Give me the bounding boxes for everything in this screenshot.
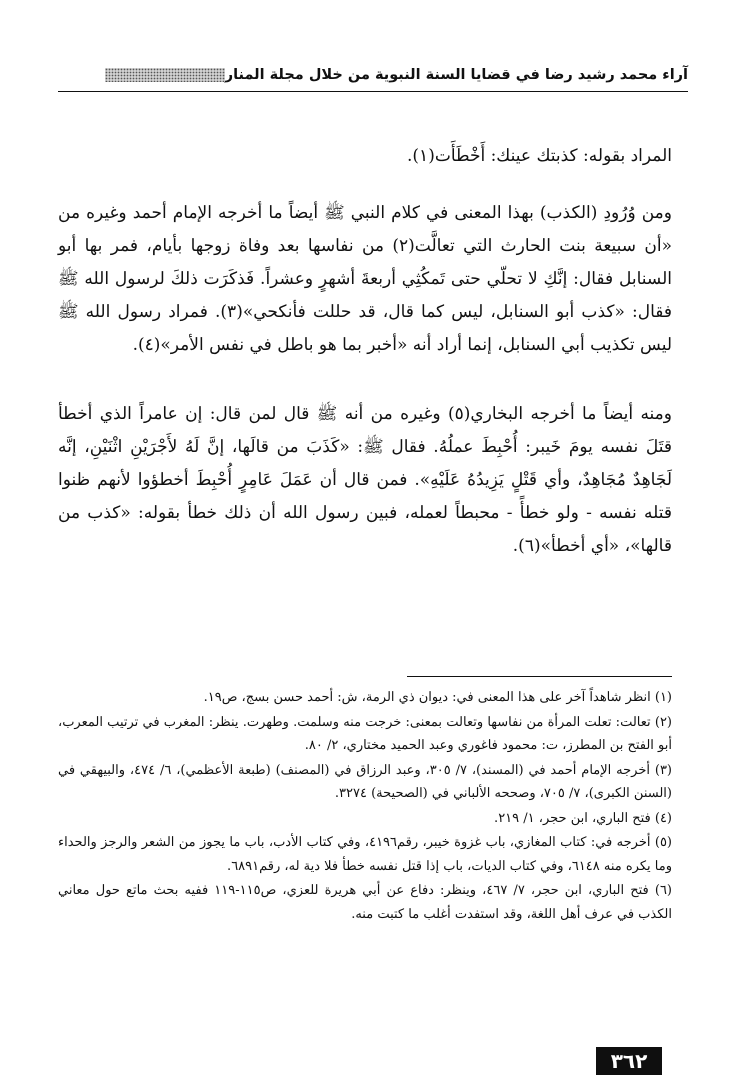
paragraph-1: المراد بقوله: كذبتك عينك: أَخْطَأَت(١). xyxy=(407,146,672,166)
footnotes xyxy=(58,686,672,927)
footnote-separator xyxy=(407,676,672,677)
footnote-3: (٣) أخرجه الإمام أحمد في (المسند)، ٧/ ٣٠٥، وعبد الرزاق في (المصنف) (طبعة الأعظمي)، ٦/ ٤٧٤، والبيهقي في (السنن الكبرى)، ٧/ ٧٠٥، وصححه الألباني في (الصحيحة) ٣٢٧٤. xyxy=(58,762,672,801)
footnote-4: (٤) فتح الباري، ابن حجر، ١/ ٢١٩. xyxy=(494,810,672,826)
footnote-5: (٥) أخرجه في: كتاب المغازي، باب غزوة خيبر، رقم٤١٩٦، وفي كتاب الأدب، باب ما يجوز من الشعر والرجز والحداء وما يكره منه ٦١٤٨، وفي كتاب الديات، باب إذا قتل نفسه خطأ فلا دية له، رقم٦٨٩١. xyxy=(58,835,672,874)
footnote-6: (٦) فتح الباري، ابن حجر، ٧/ ٤٦٧، وينظر: دفاع عن أبي هريرة للعزي، ص١١٥-١١٩ ففيه بحث ماتع حول معاني الكذب في عرف أهل اللغة، وقد استفدت أغلب ما كتبت منه. xyxy=(58,883,672,922)
footnote-2: (٢) تعالت: تعلت المرأة من نفاسها وتعالت بمعنى: خرجت منه وسلمت. وطهرت. ينظر: المغرب في ترتيب المعرب، أبو الفتح بن المطرز، ت: محمود فاغوري وعبد الحميد مختاري، ٢/ ٨٠. xyxy=(58,714,672,753)
paragraph-3: ومنه أيضاً ما أخرجه البخاري(٥) وغيره من أنه ﷺ قال لمن قال: إن عامراً الذي أخطأ قتَلَ نفسه يومَ خَيبر: أُحْبِطَ عملُهُ. فقال ﷺ: «كَذَبَ من قالَها، إنَّ لَهُ لأَجْرَيْنِ اثْنَيْنِ، إنَّه لَجَاهِدٌ مُجَاهِدٌ، وأي قَتْلٍ يَزِيدُهُ عَلَيْهِ». فمن قال أن عَمَلَ عَامِرٍ أُحْبِطَ أخطؤوا لأنهم ظنوا قتله نفسه - ولو خطأً - محبطاً لعمله، فبين رسول الله أن ذلك خطأ بقوله: «كذب من قالها»، «أي أخطأ»(٦). xyxy=(58,404,673,556)
running-header-title: آراء محمد رشيد رضا في قضايا السنة النبوية من خلال مجلة المنار xyxy=(224,67,688,83)
page-number: ٣٦٢ xyxy=(596,1047,662,1075)
footnote-1: (١) انظر شاهداً آخر على هذا المعنى في: ديوان ذي الرمة، ش: أحمد حسن بسج، ص١٩. xyxy=(203,690,672,705)
main-text xyxy=(58,140,672,582)
paragraph-2: ومن وُرُودِ (الكذب) بهذا المعنى في كلام النبي ﷺ أيضاً ما أخرجه الإمام أحمد وغيره من «أن سبيعة بنت الحارث التي تعالَّت(٢) من نفاسها بعد وفاة زوجها بأيام، فمر بها أبو السنابل فقال: إنَّكِ لا تحلّي حتى تَمكُثِي أربعةَ أشهرٍ وعشراً. فَذكَرَت ذلكَ لرسول الله ﷺ فقال: «كذب أبو السنابل، ليس كما قال، قد حللت فأنكحي»(٣). فمراد رسول الله ﷺ ليس تكذيب أبي السنابل، إنما أراد أنه «أخبر بما هو باطل في نفس الأمر»(٤). xyxy=(58,203,672,355)
running-header xyxy=(58,62,688,88)
header-rule xyxy=(58,91,688,92)
header-dotted-ornament xyxy=(105,68,225,82)
